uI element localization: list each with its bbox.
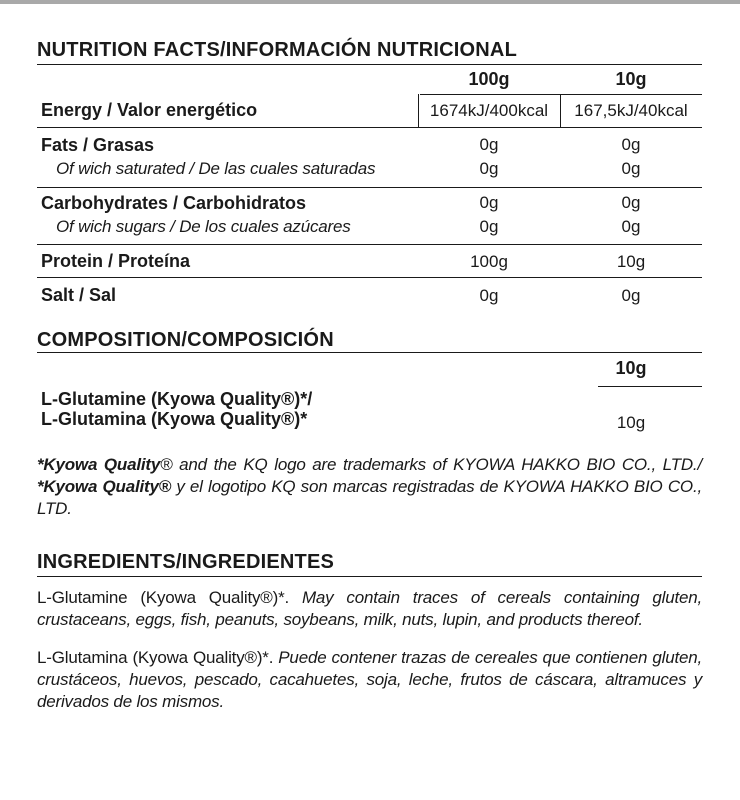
- ingredients-english-name: L-Glutamine (Kyowa Quality®)*.: [37, 588, 302, 607]
- header-100g: 100g: [468, 69, 510, 89]
- row-value-salt-100g: 0g: [479, 286, 499, 305]
- row-label-salt: Salt / Sal: [41, 285, 117, 305]
- row-label-saturated: Of wich saturated / De las cuales saturadas: [56, 159, 376, 178]
- ingredients-english: [37, 587, 702, 631]
- row-rule: [37, 277, 702, 278]
- composition-title: COMPOSITION/COMPOSICIÓN: [37, 329, 334, 351]
- row-value-saturated-100g: 0g: [479, 159, 499, 178]
- row-value-energy-10g: 167,5kJ/40kcal: [574, 101, 688, 120]
- ingredients-english-allergens: May contain traces of cereals containing gluten, crustaceans, eggs, fish, peanuts, soybeans, milk, nuts, lupin, and products thereof.: [37, 588, 703, 629]
- row-value-protein-100g: 100g: [470, 252, 508, 271]
- composition-header-rule: [598, 386, 702, 387]
- ingredients-spanish-name: L-Glutamina (Kyowa Quality®)*.: [37, 648, 279, 667]
- row-value-salt-10g: 0g: [621, 286, 641, 305]
- row-label-protein: Protein / Proteína: [41, 251, 191, 271]
- row-value-carbohydrates-100g: 0g: [479, 193, 499, 212]
- ingredients-spanish-allergens: Puede contener trazas de cereales que contienen gluten, crustáceos, huevos, pescado, cacahuetes, soja, leche, frutos de cáscara, altramuces y derivados de los mismos.: [37, 648, 703, 711]
- row-value-carbohydrates-10g: 0g: [621, 193, 641, 212]
- row-value-saturated-10g: 0g: [621, 159, 641, 178]
- composition-header-10g: 10g: [615, 358, 647, 378]
- trademark-text: and the KQ logo are trademarks of KYOWA HAKKO BIO CO., LTD./: [172, 455, 702, 474]
- ingredients-title-rule: [37, 576, 702, 577]
- ingredients-title: INGREDIENTS/INGREDIENTES: [37, 551, 335, 573]
- registered-mark: ®: [158, 477, 172, 496]
- composition-title-rule: [37, 352, 702, 353]
- nutrition-title-rule: [37, 64, 702, 65]
- col-divider: [418, 94, 419, 127]
- row-value-protein-10g: 10g: [616, 252, 646, 271]
- row-value-sugars-100g: 0g: [479, 217, 499, 236]
- row-label-carbohydrates: Carbohydrates / Carbohidratos: [41, 193, 307, 213]
- row-rule: [37, 127, 702, 128]
- composition-item-line1: L-Glutamine (Kyowa Quality®)*/: [41, 389, 313, 409]
- top-border: [0, 0, 740, 4]
- row-value-fats-100g: 0g: [479, 135, 499, 154]
- row-rule: [37, 244, 702, 245]
- trademark-text: y el logotipo KQ son marcas registradas de KYOWA HAKKO BIO CO., LTD.: [37, 477, 702, 518]
- header-rule: [420, 94, 702, 95]
- ingredients-spanish: [37, 647, 702, 713]
- trademark-note: [37, 454, 702, 520]
- header-10g: 10g: [615, 69, 647, 89]
- row-value-sugars-10g: 0g: [621, 217, 641, 236]
- registered-mark: ®: [160, 455, 173, 474]
- row-label-sugars: Of wich sugars / De los cuales azúcares: [56, 217, 351, 236]
- row-label-fats: Fats / Grasas: [41, 135, 155, 155]
- row-value-fats-10g: 0g: [621, 135, 641, 154]
- trademark-brand: *Kyowa Quality: [37, 477, 159, 496]
- composition-item-line2: L-Glutamina (Kyowa Quality®)*: [41, 409, 308, 429]
- trademark-brand: *Kyowa Quality: [37, 455, 161, 474]
- nutrition-title: NUTRITION FACTS/INFORMACIÓN NUTRICIONAL: [37, 39, 517, 61]
- row-label-energy: Energy / Valor energético: [41, 100, 258, 120]
- row-value-energy-100g: 1674kJ/400kcal: [429, 101, 549, 120]
- row-rule: [37, 187, 702, 188]
- composition-item-value: 10g: [616, 413, 646, 432]
